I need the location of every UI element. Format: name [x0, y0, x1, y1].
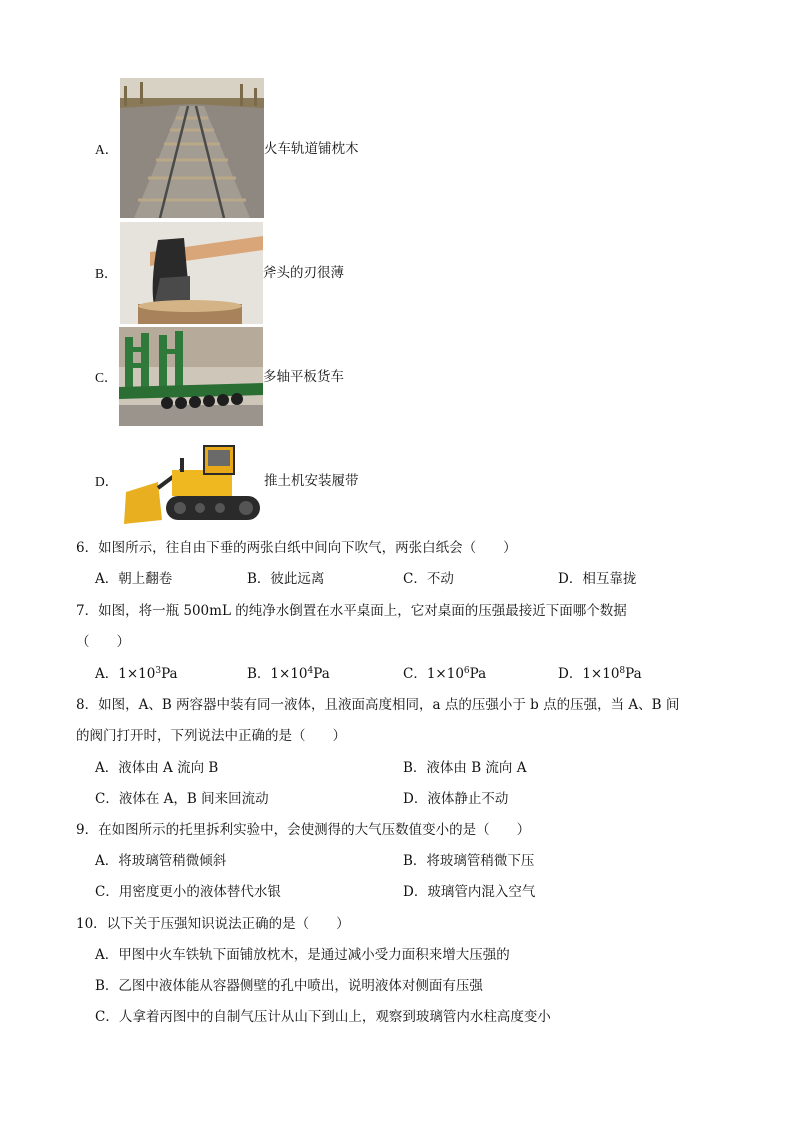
q9-option-d: D．玻璃管内混入空气 — [403, 884, 536, 900]
q9-stem: 9．在如图所示的托里拆利实验中，会使测得的大气压数值变小的是（ ） — [76, 822, 531, 838]
q9-option-b: B．将玻璃管稍微下压 — [403, 853, 535, 869]
q8-option-d: D．液体静止不动 — [403, 791, 509, 807]
q7-option-a: A．$1\times 10^3Pa$ — [95, 666, 178, 682]
bulldozer-image — [122, 440, 264, 528]
q10-option-b: B．乙图中液体能从容器侧壁的孔中喷出，说明液体对侧面有压强 — [95, 978, 483, 994]
q9-option-a: A．将玻璃管稍微倾斜 — [95, 853, 227, 869]
q10-stem: 10．以下关于压强知识说法正确的是（ ） — [76, 916, 350, 932]
option-b-caption: 斧头的刃很薄 — [263, 265, 344, 281]
q8-option-a: A．液体由 A 流向 B — [95, 760, 219, 776]
q7-option-d: D．$1\times 10^8Pa$ — [558, 666, 642, 682]
axe-image — [120, 222, 263, 324]
option-a-caption: 火车轨道铺枕木 — [264, 141, 359, 157]
q6-option-d: D．相互靠拢 — [558, 571, 637, 587]
q9-option-c: C．用密度更小的液体替代水银 — [95, 884, 281, 900]
q6-option-b: B．彼此远离 — [247, 571, 325, 587]
q10-option-a: A．甲图中火车铁轨下面铺放枕木，是通过减小受力面积来增大压强的 — [95, 947, 510, 963]
flatbed-truck-image — [119, 327, 263, 426]
q7-option-b: B．$1\times 10^4Pa$ — [247, 666, 330, 682]
q7-option-c: C．$1\times 10^6Pa$ — [403, 666, 487, 682]
q8-stem-line1: 8．如图，A、B 两容器中装有同一液体，且液面高度相同，a 点的压强小于 b 点的压强，当 A、B 间 — [76, 697, 680, 713]
q7-paren: （ ） — [76, 634, 130, 650]
railway-track-image — [120, 78, 264, 218]
q6-option-a: A．朝上翻卷 — [95, 571, 173, 587]
q6-option-c: C．不动 — [403, 571, 454, 587]
q6-stem: 6．如图所示，往自由下垂的两张白纸中间向下吹气，两张白纸会（ ） — [76, 540, 517, 556]
option-c-caption: 多轴平板货车 — [263, 369, 344, 385]
q10-option-c: C．人拿着丙图中的自制气压计从山下到山上，观察到玻璃管内水柱高度变小 — [95, 1009, 551, 1025]
q7-stem: 7．如图，将一瓶 500mL 的纯净水倒置在水平桌面上，它对桌面的压强最接近下面哪个数据 — [76, 603, 627, 619]
option-d-caption: 推土机安装履带 — [264, 473, 359, 489]
option-a-letter: A． — [95, 142, 119, 157]
q8-stem-line2: 的阀门打开时，下列说法中正确的是（ ） — [76, 728, 346, 744]
option-d-letter: D． — [95, 474, 119, 489]
q8-option-c: C．液体在 A，B 间来回流动 — [95, 791, 269, 807]
option-c-letter: C． — [95, 370, 118, 385]
q8-option-b: B．液体由 B 流向 A — [403, 760, 527, 776]
option-b-letter: B． — [95, 266, 118, 281]
